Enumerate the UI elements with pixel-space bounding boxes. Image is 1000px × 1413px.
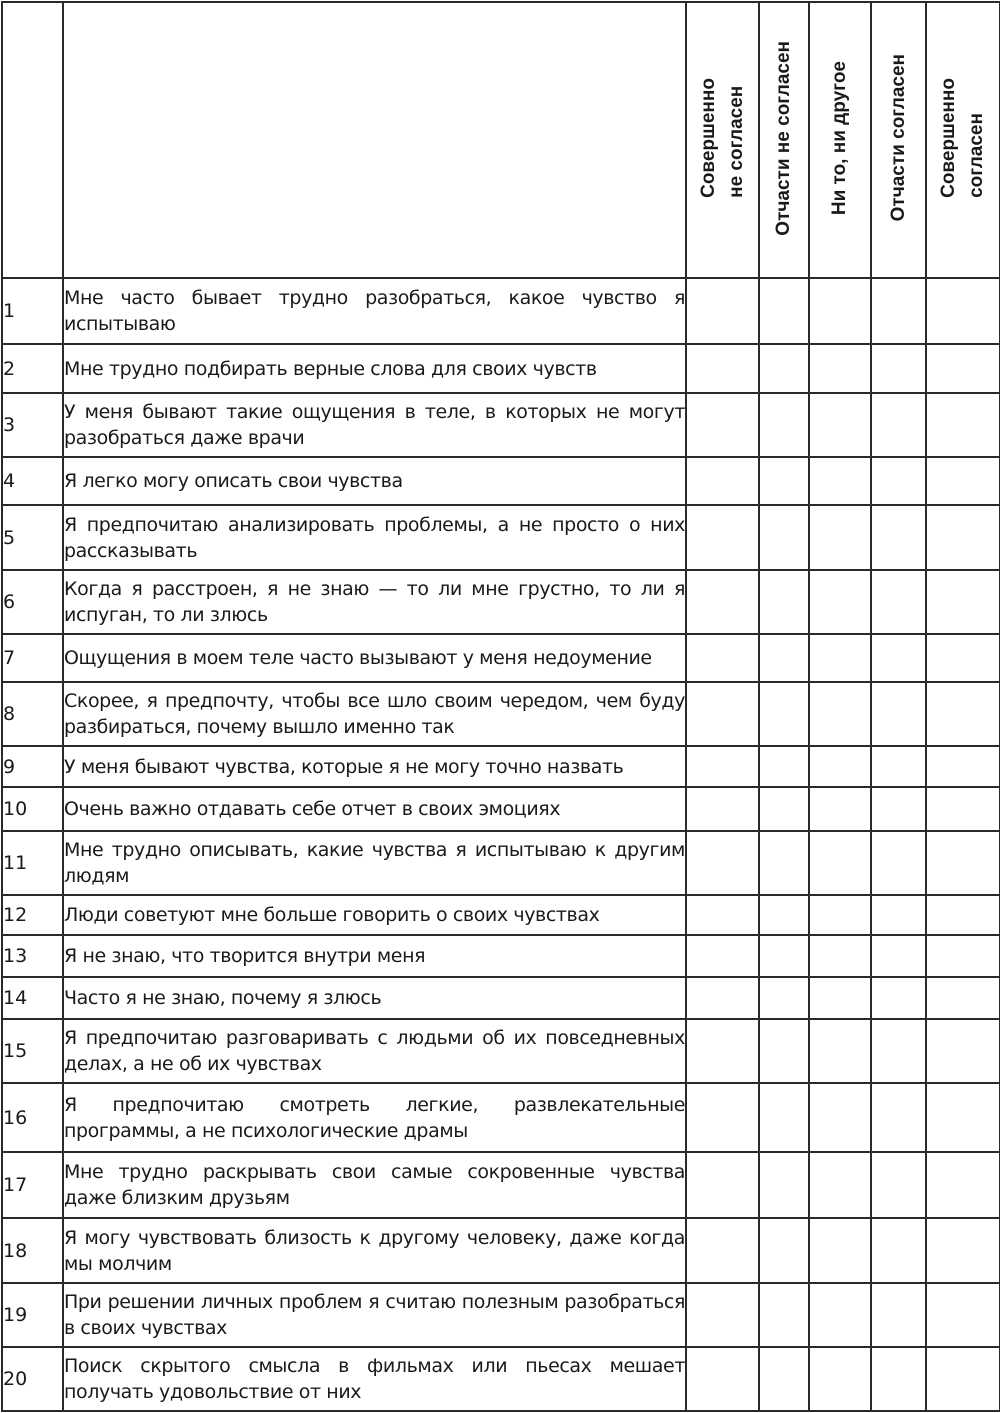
item-statement: Когда я расстроен, я не знаю — то ли мне грустно, то ли я испуган, то ли злюсь: [63, 570, 686, 634]
answer-cell-strongly-agree[interactable]: [926, 457, 1000, 505]
answer-cell-partly-agree[interactable]: [871, 935, 926, 977]
table-row: [2, 746, 1000, 787]
item-statement: Часто я не знаю, почему я злюсь: [63, 977, 686, 1019]
table-row: [2, 278, 1000, 344]
answer-cell-partly-agree[interactable]: [871, 570, 926, 634]
answer-cell-partly-disagree[interactable]: [759, 1283, 809, 1347]
item-number: 16: [2, 1083, 63, 1152]
item-statement: Люди советуют мне больше говорить о своих чувствах: [63, 895, 686, 935]
option-header-partly-agree: [871, 2, 926, 278]
table-row: [2, 977, 1000, 1019]
answer-cell-partly-agree[interactable]: [871, 344, 926, 393]
item-statement: Я не знаю, что творится внутри меня: [63, 935, 686, 977]
answer-cell-strongly-agree[interactable]: [926, 634, 1000, 682]
item-statement: Я предпочитаю разговаривать с людьми об их повседневных делах, а не об их чувствах: [63, 1019, 686, 1083]
item-number: 5: [2, 505, 63, 570]
answer-cell-partly-disagree[interactable]: [759, 634, 809, 682]
table-row: [2, 1083, 1000, 1152]
answer-cell-neutral[interactable]: [809, 895, 871, 935]
answer-cell-partly-agree[interactable]: [871, 682, 926, 746]
item-number: 8: [2, 682, 63, 746]
item-number: 20: [2, 1347, 63, 1411]
answer-cell-partly-agree[interactable]: [871, 1083, 926, 1152]
answer-cell-partly-disagree[interactable]: [759, 1019, 809, 1083]
answer-cell-strongly-agree[interactable]: [926, 278, 1000, 344]
answer-cell-strongly-disagree[interactable]: [686, 1019, 759, 1083]
item-number: 13: [2, 935, 63, 977]
answer-cell-strongly-agree[interactable]: [926, 746, 1000, 787]
answer-cell-partly-agree[interactable]: [871, 1152, 926, 1218]
answer-cell-partly-disagree[interactable]: [759, 746, 809, 787]
item-statement: Ощущения в моем теле часто вызывают у меня недоумение: [63, 634, 686, 682]
answer-cell-partly-disagree[interactable]: [759, 1152, 809, 1218]
answer-cell-strongly-agree[interactable]: [926, 344, 1000, 393]
item-statement: Мне трудно подбирать верные слова для своих чувств: [63, 344, 686, 393]
item-statement: Очень важно отдавать себе отчет в своих эмоциях: [63, 787, 686, 831]
answer-cell-neutral[interactable]: [809, 457, 871, 505]
item-number: 15: [2, 1019, 63, 1083]
answer-cell-partly-disagree[interactable]: [759, 977, 809, 1019]
answer-cell-strongly-agree[interactable]: [926, 570, 1000, 634]
answer-cell-partly-agree[interactable]: [871, 393, 926, 457]
option-header-strongly-agree: [926, 2, 1000, 278]
answer-cell-partly-disagree[interactable]: [759, 393, 809, 457]
table-row: [2, 1218, 1000, 1283]
answer-cell-partly-agree[interactable]: [871, 895, 926, 935]
answer-cell-partly-agree[interactable]: [871, 1347, 926, 1411]
answer-cell-strongly-agree[interactable]: [926, 1152, 1000, 1218]
item-number: 4: [2, 457, 63, 505]
number-column-header: [2, 2, 63, 278]
table-row: [2, 344, 1000, 393]
item-statement: У меня бывают такие ощущения в теле, в которых не могут разобраться даже врачи: [63, 393, 686, 457]
answer-cell-strongly-agree[interactable]: [926, 831, 1000, 895]
answer-cell-partly-disagree[interactable]: [759, 1218, 809, 1283]
answer-cell-neutral[interactable]: [809, 634, 871, 682]
item-number: 12: [2, 895, 63, 935]
answer-cell-partly-disagree[interactable]: [759, 570, 809, 634]
answer-cell-strongly-disagree[interactable]: [686, 1347, 759, 1411]
table-row: [2, 634, 1000, 682]
answer-cell-partly-disagree[interactable]: [759, 831, 809, 895]
answer-cell-strongly-disagree[interactable]: [686, 895, 759, 935]
item-statement: У меня бывают чувства, которые я не могу точно назвать: [63, 746, 686, 787]
item-number: 7: [2, 634, 63, 682]
item-number: 9: [2, 746, 63, 787]
answer-cell-strongly-disagree[interactable]: [686, 1218, 759, 1283]
answer-cell-strongly-agree[interactable]: [926, 682, 1000, 746]
answer-cell-strongly-agree[interactable]: [926, 505, 1000, 570]
answer-cell-partly-agree[interactable]: [871, 787, 926, 831]
answer-cell-strongly-disagree[interactable]: [686, 977, 759, 1019]
statement-column-header: [63, 2, 686, 278]
option-label: Совершенно не согласен: [697, 78, 747, 198]
answer-cell-strongly-disagree[interactable]: [686, 746, 759, 787]
answer-cell-strongly-disagree[interactable]: [686, 505, 759, 570]
answer-cell-strongly-disagree[interactable]: [686, 457, 759, 505]
table-row: [2, 895, 1000, 935]
item-statement: Я предпочитаю смотреть легкие, развлекательные программы, а не психологические драмы: [63, 1083, 686, 1152]
answer-cell-neutral[interactable]: [809, 505, 871, 570]
answer-cell-strongly-agree[interactable]: [926, 393, 1000, 457]
answer-cell-partly-disagree[interactable]: [759, 344, 809, 393]
answer-cell-strongly-agree[interactable]: [926, 895, 1000, 935]
option-header-strongly-disagree: [686, 2, 759, 278]
item-statement: Скорее, я предпочту, чтобы все шло своим чередом, чем буду разбираться, почему вышло именно так: [63, 682, 686, 746]
item-statement: Мне трудно раскрывать свои самые сокровенные чувства даже близким друзьям: [63, 1152, 686, 1218]
option-label: Отчасти не согласен: [773, 40, 794, 236]
answer-cell-partly-agree[interactable]: [871, 634, 926, 682]
answer-cell-neutral[interactable]: [809, 682, 871, 746]
option-label: Совершенно согласен: [938, 78, 987, 198]
answer-cell-partly-disagree[interactable]: [759, 682, 809, 746]
item-number: 17: [2, 1152, 63, 1218]
table-row: [2, 570, 1000, 634]
answer-cell-partly-disagree[interactable]: [759, 1083, 809, 1152]
answer-cell-neutral[interactable]: [809, 570, 871, 634]
answer-cell-strongly-disagree[interactable]: [686, 682, 759, 746]
answer-cell-partly-disagree[interactable]: [759, 1347, 809, 1411]
table-row: [2, 505, 1000, 570]
answer-cell-neutral[interactable]: [809, 1019, 871, 1083]
item-number: 18: [2, 1218, 63, 1283]
answer-cell-neutral[interactable]: [809, 1083, 871, 1152]
item-number: 3: [2, 393, 63, 457]
answer-cell-partly-agree[interactable]: [871, 278, 926, 344]
answer-cell-partly-agree[interactable]: [871, 977, 926, 1019]
answer-cell-neutral[interactable]: [809, 787, 871, 831]
option-label: Отчасти согласен: [887, 54, 909, 222]
answer-cell-strongly-disagree[interactable]: [686, 344, 759, 393]
item-number: 11: [2, 831, 63, 895]
item-statement: Я предпочитаю анализировать проблемы, а не просто о них рассказывать: [63, 505, 686, 570]
item-statement: При решении личных проблем я считаю полезным разобраться в своих чувствах: [63, 1283, 686, 1347]
item-number: 2: [2, 344, 63, 393]
answer-cell-neutral[interactable]: [809, 278, 871, 344]
answer-cell-strongly-disagree[interactable]: [686, 935, 759, 977]
answer-cell-neutral[interactable]: [809, 1347, 871, 1411]
answer-cell-neutral[interactable]: [809, 344, 871, 393]
answer-cell-neutral[interactable]: [809, 831, 871, 895]
answer-cell-neutral[interactable]: [809, 977, 871, 1019]
table-row: [2, 831, 1000, 895]
table-row: [2, 787, 1000, 831]
table-row: [2, 1152, 1000, 1218]
answer-cell-strongly-disagree[interactable]: [686, 393, 759, 457]
table-row: [2, 682, 1000, 746]
answer-cell-partly-agree[interactable]: [871, 457, 926, 505]
answer-cell-partly-disagree[interactable]: [759, 935, 809, 977]
answer-cell-strongly-agree[interactable]: [926, 935, 1000, 977]
answer-cell-strongly-agree[interactable]: [926, 1083, 1000, 1152]
item-number: 10: [2, 787, 63, 831]
item-number: 6: [2, 570, 63, 634]
table-row: [2, 393, 1000, 457]
item-statement: Мне трудно описывать, какие чувства я испытываю к другим людям: [63, 831, 686, 895]
table-row: [2, 1283, 1000, 1347]
answer-cell-strongly-disagree[interactable]: [686, 831, 759, 895]
answer-cell-partly-agree[interactable]: [871, 1218, 926, 1283]
answer-cell-partly-disagree[interactable]: [759, 787, 809, 831]
table-row: [2, 935, 1000, 977]
item-statement: Мне часто бывает трудно разобраться, какое чувство я испытываю: [63, 278, 686, 344]
item-number: 14: [2, 977, 63, 1019]
answer-cell-strongly-disagree[interactable]: [686, 1152, 759, 1218]
answer-cell-strongly-agree[interactable]: [926, 1218, 1000, 1283]
answer-cell-strongly-agree[interactable]: [926, 977, 1000, 1019]
answer-cell-strongly-agree[interactable]: [926, 1347, 1000, 1411]
answer-cell-strongly-agree[interactable]: [926, 1283, 1000, 1347]
answer-cell-partly-agree[interactable]: [871, 831, 926, 895]
item-statement: Я могу чувствовать близость к другому человеку, даже когда мы молчим: [63, 1218, 686, 1283]
option-header-partly-disagree: [759, 2, 809, 278]
answer-cell-strongly-disagree[interactable]: [686, 787, 759, 831]
option-header-neutral: [809, 2, 871, 278]
table-row: [2, 1019, 1000, 1083]
answer-cell-partly-agree[interactable]: [871, 1019, 926, 1083]
answer-cell-neutral[interactable]: [809, 1152, 871, 1218]
answer-cell-partly-agree[interactable]: [871, 746, 926, 787]
questionnaire-table: [1, 1, 1000, 1412]
item-number: 1: [2, 278, 63, 344]
answer-cell-neutral[interactable]: [809, 746, 871, 787]
answer-cell-neutral[interactable]: [809, 1283, 871, 1347]
answer-cell-partly-disagree[interactable]: [759, 895, 809, 935]
answer-cell-strongly-agree[interactable]: [926, 1019, 1000, 1083]
answer-cell-strongly-disagree[interactable]: [686, 278, 759, 344]
answer-cell-partly-agree[interactable]: [871, 1283, 926, 1347]
answer-cell-neutral[interactable]: [809, 393, 871, 457]
table-row: [2, 1347, 1000, 1411]
item-number: 19: [2, 1283, 63, 1347]
answer-cell-neutral[interactable]: [809, 1218, 871, 1283]
option-label: Ни то, ни другое: [829, 60, 850, 216]
item-statement: Поиск скрытого смысла в фильмах или пьесах мешает получать удовольствие от них: [63, 1347, 686, 1411]
header-row: [2, 2, 1000, 278]
answer-cell-partly-disagree[interactable]: [759, 505, 809, 570]
answer-cell-strongly-disagree[interactable]: [686, 634, 759, 682]
answer-cell-strongly-agree[interactable]: [926, 787, 1000, 831]
answer-cell-partly-disagree[interactable]: [759, 278, 809, 344]
answer-cell-partly-disagree[interactable]: [759, 457, 809, 505]
answer-cell-neutral[interactable]: [809, 935, 871, 977]
answer-cell-strongly-disagree[interactable]: [686, 1283, 759, 1347]
answer-cell-strongly-disagree[interactable]: [686, 570, 759, 634]
table-row: [2, 457, 1000, 505]
answer-cell-partly-agree[interactable]: [871, 505, 926, 570]
item-statement: Я легко могу описать свои чувства: [63, 457, 686, 505]
answer-cell-strongly-disagree[interactable]: [686, 1083, 759, 1152]
